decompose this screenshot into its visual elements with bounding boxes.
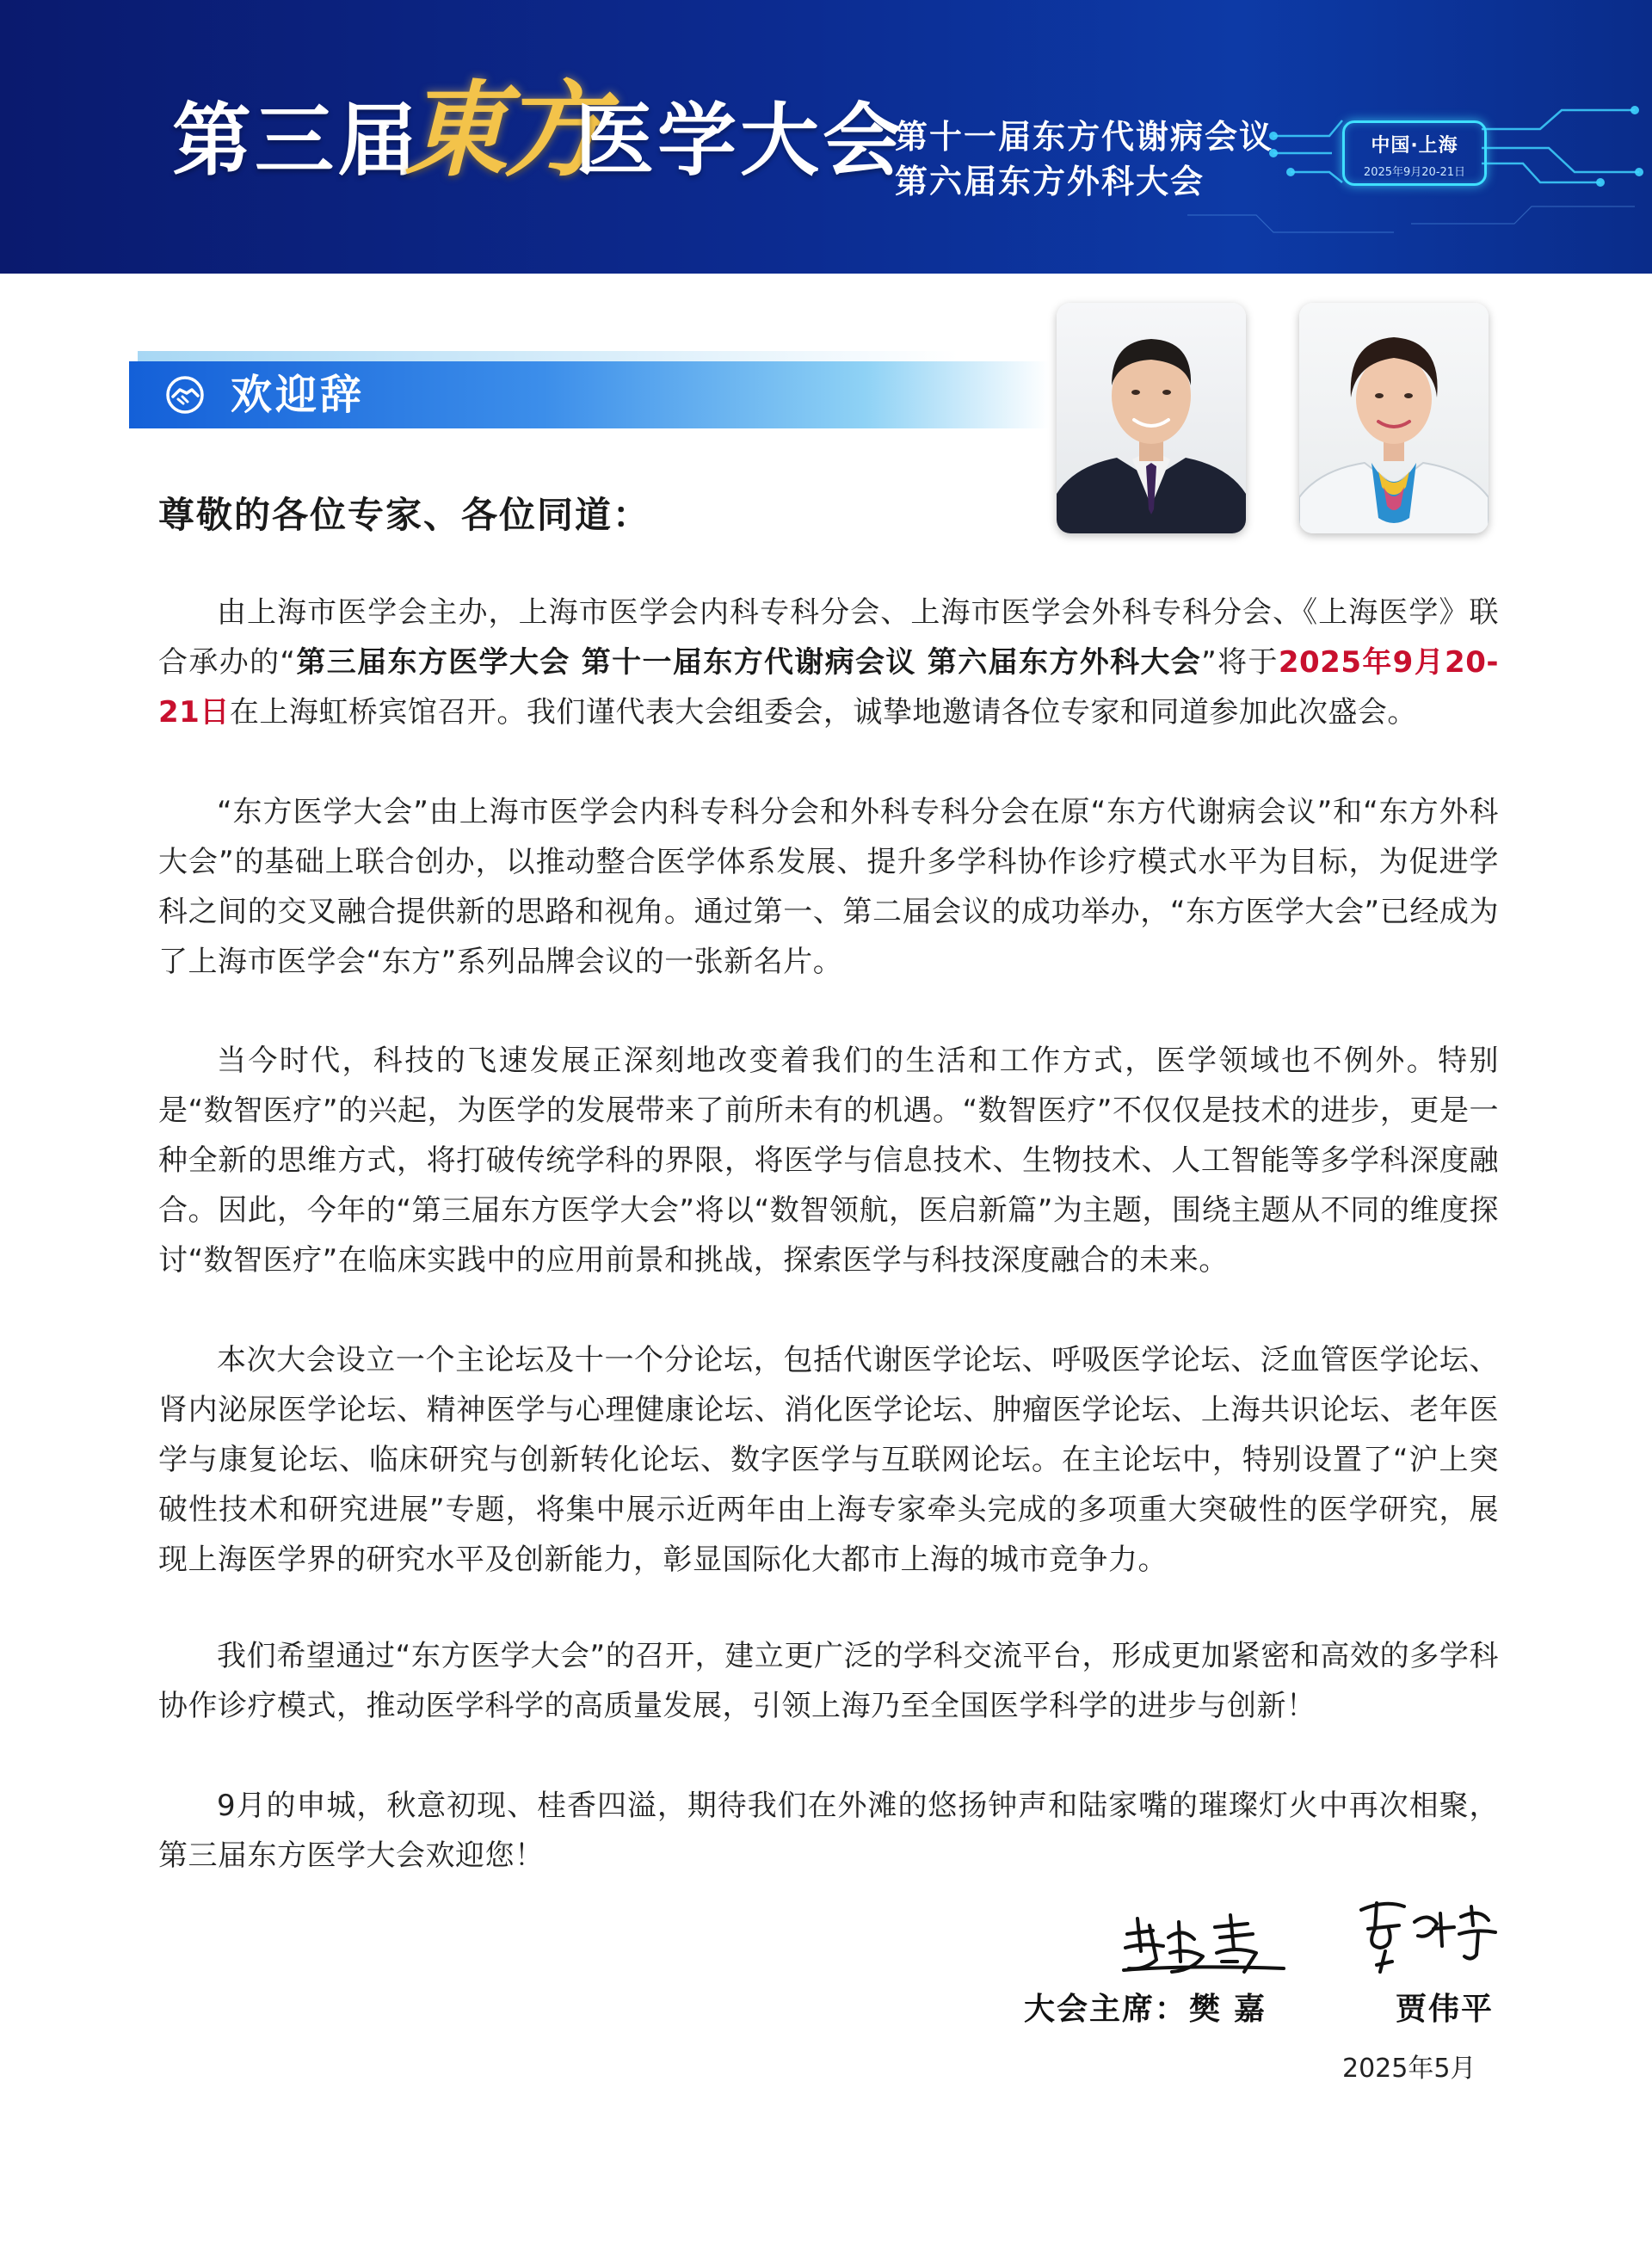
chair-name-fan-jia: 樊嘉 (1189, 1992, 1279, 2027)
speaker-photo-female (1299, 303, 1489, 533)
paragraph-1-intro: 由上海市医学会主办，上海市医学会内科专科分会、上海市医学会外科专科分会、《上海医学》联合承办的“ (158, 595, 1499, 680)
male-portrait-icon (1057, 303, 1246, 533)
banner-subtitle-2: 第六届东方外科大会 (895, 163, 1205, 200)
paragraph-1-rest: 在上海虹桥宾馆召开。我们谨代表大会组委会，诚挚地邀请各位专家和同道参加此次盛会。 (229, 695, 1417, 730)
conference-full-name: 第三届东方医学大会 第十一届东方代谢病会议 第六届东方外科大会 (295, 645, 1202, 680)
paragraph-5: 我们希望通过“东方医学大会”的召开，建立更广泛的学科交流平台，形成更加紧密和高效的多学科协作诊疗模式，推动医学科学的高质量发展，引领上海乃至全国医学科学的进步与创新！ (158, 1639, 1499, 1723)
female-portrait-icon (1299, 303, 1489, 533)
banner-title-part1: 第三届 (172, 95, 421, 187)
welcome-title: 欢迎辞 (231, 371, 366, 419)
header-banner (0, 0, 1652, 274)
conference-date-highlight: 2025年9月20-21日 (158, 645, 1499, 730)
handshake-icon (163, 376, 206, 414)
welcome-section-bar (129, 361, 1050, 428)
signature-jia-weiping (1351, 1894, 1506, 1977)
paragraph-1-connector: ”将于 (1201, 645, 1279, 680)
chair-name-jia-weiping: 贾伟平 (1396, 1992, 1495, 2027)
signature-fan-jia (1119, 1908, 1291, 1977)
banner-title-part2: 医学大会 (575, 95, 906, 187)
paragraph-6: 9月的申城，秋意初现、桂香四溢，期待我们在外滩的悠扬钟声和陆家嘴的璀璨灯火中再次相聚，第三届东方医学大会欢迎您！ (158, 1789, 1499, 1873)
salutation: 尊敬的各位专家、各位同道： (158, 494, 651, 536)
speaker-photo-male (1057, 303, 1246, 533)
location-date-badge (1342, 120, 1487, 186)
paragraph-2: “东方医学大会”由上海市医学会内科专科分会和外科专科分会在原“东方代谢病会议”和“东方外科大会”的基础上联合创办，以推动整合医学体系发展、提升多学科协作诊疗模式水平为目标，为促进学科之间的交叉融合提供新的思路和视角。通过第一、第二届会议的成功举办，“东方医学大会”已经成为了上海市医学会“东方”系列品牌会议的一张新名片。 (158, 795, 1499, 979)
banner-subtitle-1: 第十一届东方代谢病会议 (895, 118, 1274, 156)
chair-label: 大会主席： (1024, 1992, 1188, 2027)
paragraph-3: 当今时代，科技的飞速发展正深刻地改变着我们的生活和工作方式，医学领域也不例外。特别是“数智医疗”的兴起，为医学的发展带来了前所未有的机遇。“数智医疗”不仅仅是技术的进步，更是一种全新的思维方式，将打破传统学科的界限，将医学与信息技术、生物技术、人工智能等多学科深度融合。因此，今年的“第三届东方医学大会”将以“数智领航，医启新篇”为主题，围绕主题从不同的维度探讨“数智医疗”在临床实践中的应用前景和挑战，探索医学与科技深度融合的未来。 (158, 1044, 1499, 1278)
badge-city: 中国·上海 (1371, 135, 1458, 157)
paragraph-1 (158, 588, 1499, 737)
letter-date: 2025年5月 (1342, 2054, 1476, 2084)
banner-title-calligraphy: 東方 (404, 70, 601, 191)
badge-date: 2025年9月20-21日 (1363, 166, 1466, 179)
paragraph-4: 本次大会设立一个主论坛及十一个分论坛，包括代谢医学论坛、呼吸医学论坛、泛血管医学论坛、肾内泌尿医学论坛、精神医学与心理健康论坛、消化医学论坛、肿瘤医学论坛、上海共识论坛、老年医学与康复论坛、临床研究与创新转化论坛、数字医学与互联网论坛。在主论坛中，特别设置了“沪上突破性技术和研究进展”专题，将集中展示近两年由上海专家牵头完成的多项重大突破性的医学研究，展现上海医学界的研究水平及创新能力，彰显国际化大都市上海的城市竞争力。 (158, 1343, 1499, 1577)
